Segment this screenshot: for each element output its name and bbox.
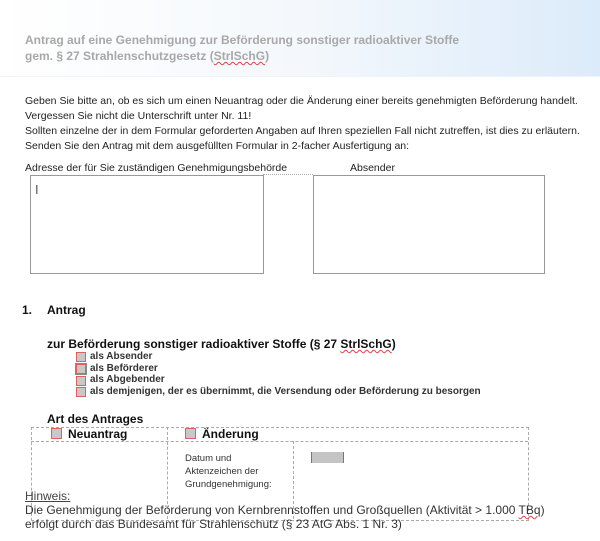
text-cursor-icon: I	[35, 182, 39, 197]
role-label: als demjenigen, der es übernimmt, die Versendung oder Beförderung zu besorgen	[90, 386, 481, 397]
intro-line: Vergessen Sie nicht die Unterschrift unter Nr. 11!	[25, 110, 252, 122]
date-label-line: Grundgenehmigung:	[185, 479, 272, 490]
hint-prefix: Die Genehmigung der Beförderung von Kernbrennstoffen und Großquellen (Aktivität > 1.000	[25, 503, 519, 517]
role-label: als Beförderer	[90, 363, 158, 374]
art-title: Art des Antrages	[47, 412, 144, 426]
subtitle-suffix: )	[391, 337, 396, 351]
sender-address-field[interactable]	[313, 175, 545, 274]
table-row-divider	[31, 441, 528, 442]
aenderung-label: Änderung	[202, 427, 259, 441]
subtitle-abbr: StrlSchG	[340, 337, 392, 351]
section-subtitle	[47, 337, 396, 351]
neuantrag-checkbox[interactable]	[51, 428, 62, 439]
role-checkbox-befoerderer[interactable]	[76, 364, 86, 374]
role-checkbox-abgebender[interactable]	[76, 376, 86, 386]
hint-suffix: )	[540, 503, 545, 517]
section-title: Antrag	[47, 303, 86, 317]
form-title-line2	[25, 49, 269, 63]
title-suffix: )	[265, 49, 270, 63]
divider	[263, 174, 313, 175]
form-title-line1: Antrag auf eine Genehmigung zur Beförderung sonstiger radioaktiver Stoffe	[25, 33, 460, 47]
hint-line2: erfolgt durch das Bundesamt für Strahlenschutz (§ 23 AtG Abs. 1 Nr. 3)	[25, 517, 402, 531]
subtitle-prefix: zur Beförderung sonstiger radioaktiver Stoffe (§ 27	[47, 337, 341, 351]
title-prefix: gem. § 27 Strahlenschutzgesetz (	[25, 49, 214, 63]
date-label	[185, 452, 272, 491]
hint-title: Hinweis:	[25, 489, 71, 503]
aenderung-checkbox[interactable]	[185, 428, 196, 439]
neuantrag-label: Neuantrag	[68, 427, 128, 441]
authority-label: Adresse der für Sie zuständigen Genehmigungsbehörde	[25, 162, 288, 174]
intro-line: Senden Sie den Antrag mit dem ausgefüllten Formular in 2-facher Ausfertigung an:	[25, 140, 410, 152]
title-abbr: StrlSchG	[213, 49, 266, 63]
section-number: 1.	[22, 303, 33, 317]
sender-label: Absender	[350, 162, 395, 174]
hint-abbr: TBq	[518, 503, 541, 517]
hint-line1	[25, 503, 545, 517]
intro-line: Geben Sie bitte an, ob es sich um einen Neuantrag oder die Änderung einer bereits genehmigten Beförderung handelt.	[25, 95, 578, 107]
date-reference-field[interactable]	[311, 452, 344, 463]
role-label: als Abgebender	[90, 374, 165, 385]
date-label-line: Aktenzeichen der	[185, 466, 259, 477]
role-label: als Absender	[90, 351, 153, 362]
role-checkbox-absender[interactable]	[76, 352, 86, 362]
date-label-line: Datum und	[185, 453, 232, 464]
intro-line: Sollten einzelne der in dem Formular geforderten Angaben auf Ihren speziellen Fall nicht zutreffen, ist dies zu erläutern.	[25, 125, 580, 137]
role-checkbox-besorger[interactable]	[76, 387, 86, 397]
authority-address-field[interactable]	[30, 175, 264, 274]
